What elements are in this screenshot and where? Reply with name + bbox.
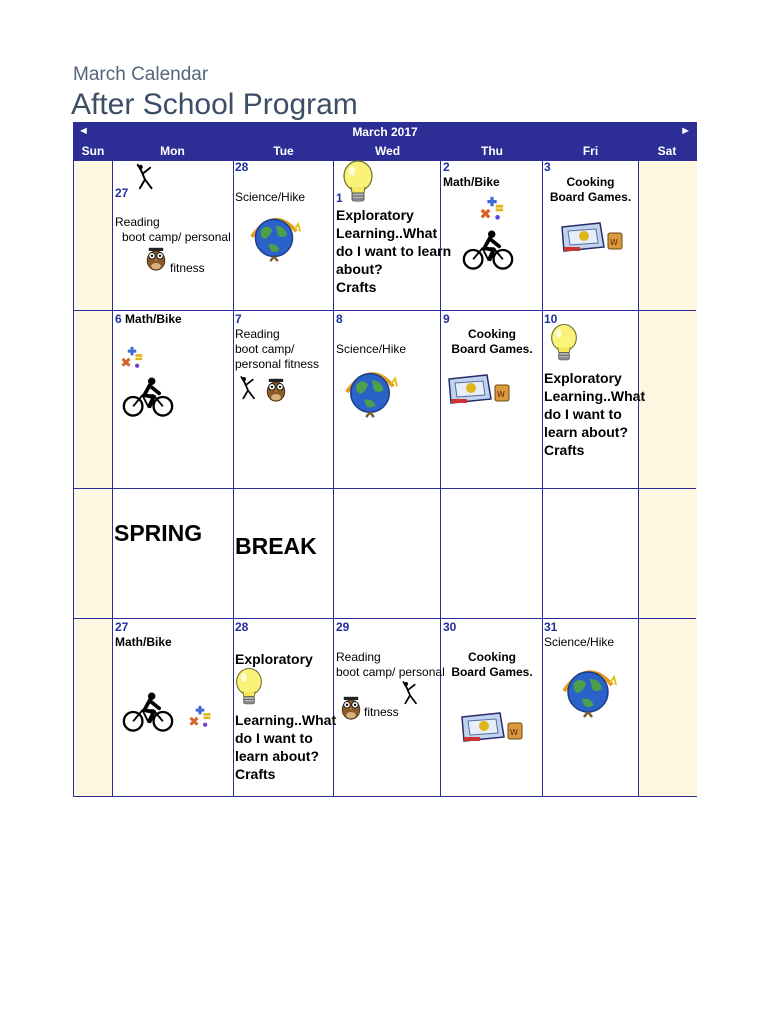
date-label: 29: [336, 620, 350, 634]
calendar: [73, 122, 697, 797]
globe-icon: [341, 365, 399, 419]
date-label: 8: [336, 312, 343, 326]
month-title: March 2017: [352, 125, 418, 139]
date-label: 27: [115, 186, 129, 200]
activity-text: Board Games.: [451, 665, 533, 679]
owl-icon: [264, 377, 288, 403]
activity-text: Math/Bike: [115, 635, 172, 649]
math-symbols-icon: [479, 195, 505, 223]
prev-month-icon[interactable]: ◄: [78, 125, 89, 137]
date-label: 28: [235, 620, 249, 634]
activity-text: Crafts: [544, 442, 585, 458]
activity-text: Cooking: [566, 175, 615, 189]
math-symbols-icon: [120, 345, 144, 371]
spring-label: SPRING: [114, 520, 203, 546]
date-label: 9: [443, 312, 450, 326]
activity-text: [115, 312, 182, 327]
weekday-fri: Fri: [582, 144, 599, 158]
activity-text: Science/Hike: [544, 635, 615, 649]
board-game-icon: [443, 373, 513, 407]
globe-icon: [558, 663, 618, 719]
activity-text: about?: [336, 261, 383, 277]
lightbulb-icon: [234, 665, 264, 709]
activity-text: do I want to learn: [336, 243, 452, 259]
activity-text: Science/Hike: [336, 342, 407, 356]
date-label: 6: [115, 312, 122, 326]
cyclist-icon: [462, 228, 514, 272]
activity-text: Math/Bike: [443, 175, 500, 189]
activity-label: Math/Bike: [125, 312, 182, 326]
activity-text: do I want to: [235, 730, 313, 746]
math-symbols-icon: [188, 704, 212, 730]
weekday-wed: Wed: [374, 144, 401, 158]
activity-text: Reading: [235, 327, 280, 341]
activity-text: Cooking: [468, 650, 516, 664]
activity-text: Learning..What: [235, 712, 337, 728]
date-label: 1: [336, 191, 343, 205]
next-month-icon[interactable]: ►: [680, 125, 691, 137]
activity-text: Reading: [336, 650, 381, 664]
activity-text: Reading: [115, 215, 160, 229]
date-label: 28: [235, 160, 249, 174]
activity-text: Exploratory: [336, 207, 414, 223]
activity-text: boot camp/ personal: [122, 230, 231, 244]
activity-text: Learning..What: [336, 225, 438, 241]
gymnast-icon: [134, 163, 156, 193]
cyclist-icon: [122, 375, 174, 419]
weekday-sun: Sun: [81, 144, 105, 158]
activity-text: Crafts: [336, 279, 377, 295]
date-label: 27: [115, 620, 129, 634]
owl-icon: [339, 695, 363, 721]
activity-text: do I want to: [544, 406, 622, 422]
board-game-icon: [556, 221, 626, 255]
activity-text: learn about?: [235, 748, 320, 764]
activity-text: fitness: [170, 261, 205, 275]
saturday-column: [639, 161, 697, 796]
activity-text: learn about?: [544, 424, 629, 440]
gymnast-icon: [400, 680, 420, 708]
calendar-nav: [74, 123, 696, 142]
activity-text: Learning..What: [544, 388, 646, 404]
activity-text: Board Games.: [549, 190, 632, 204]
weekday-mon: Mon: [160, 144, 185, 158]
sunday-column: [74, 161, 112, 796]
weekday-header: [74, 142, 696, 161]
date-label: 2: [443, 160, 450, 174]
activity-text: boot camp/: [235, 342, 295, 356]
activity-text: Cooking: [468, 327, 516, 341]
date-label: 3: [544, 160, 551, 174]
activity-text: personal fitness: [235, 357, 320, 371]
lightbulb-icon: [341, 159, 375, 205]
activity-text: fitness: [364, 705, 399, 719]
activity-text: Exploratory: [235, 651, 313, 667]
date-label: 31: [544, 620, 558, 634]
date-label: 7: [235, 312, 242, 326]
cyclist-icon: [122, 690, 174, 734]
weekday-sat: Sat: [657, 144, 677, 158]
date-label: 30: [443, 620, 457, 634]
weekday-tue: Tue: [273, 144, 294, 158]
calendar-subtitle: March Calendar: [73, 64, 209, 85]
globe-icon: [246, 211, 302, 263]
date-label: 10: [544, 312, 558, 326]
weekday-thu: Thu: [481, 144, 503, 158]
activity-text: Science/Hike: [235, 190, 306, 204]
board-game-icon: [456, 711, 526, 745]
activity-text: Crafts: [235, 766, 276, 782]
program-title: After School Program: [71, 88, 358, 121]
activity-text: Exploratory: [544, 370, 622, 386]
break-label: BREAK: [235, 533, 317, 559]
gymnast-icon: [238, 375, 258, 403]
lightbulb-icon: [549, 321, 579, 365]
activity-text: Board Games.: [451, 342, 533, 356]
owl-icon: [144, 246, 168, 272]
activity-text: boot camp/ personal: [336, 665, 445, 679]
